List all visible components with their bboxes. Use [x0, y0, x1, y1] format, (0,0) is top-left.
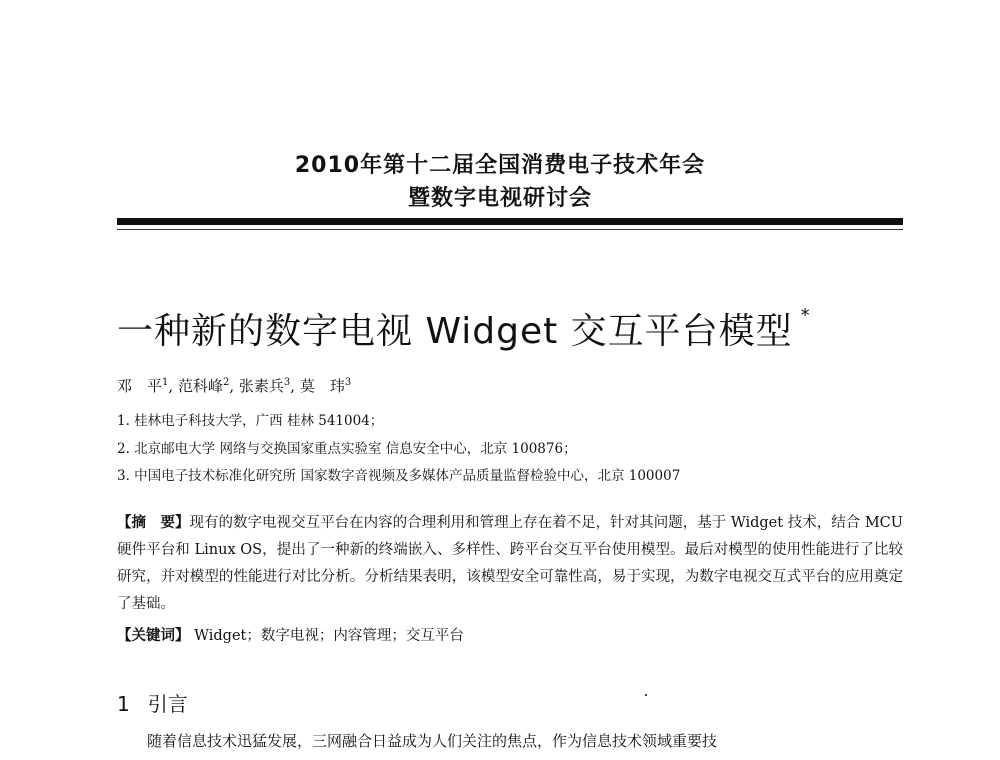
conference-title-line2: 暨数字电视研讨会 — [407, 186, 592, 211]
conference-title-line1: 2010年第十二届全国消费电子技术年会 — [294, 153, 706, 178]
abstract-text: 现有的数字电视交互平台在内容的合理利用和管理上存在着不足，针对其问题，基于 Widget 技术，结合 MCU 硬件平台和 Linux OS，提出了一种新的终端嵌入、多样性、跨平台交互平台使用模型。最后对模型的使用性能进行了比较研究，并对模型的性能进行对比分析。分析结果表明，该模型安全可靠性高，易于实现，为数字电视交互式平台的应用奠定了基础。 — [117, 515, 903, 612]
paper-title — [117, 303, 811, 354]
paper-title-text: 一种新的数字电视 Widget 交互平台模型 — [117, 311, 793, 352]
author-name: 张素兵 — [238, 377, 284, 395]
keywords — [117, 624, 464, 645]
affiliation-2: 2. 北京邮电大学 网络与交换国家重点实验室 信息安全中心，北京 100876； — [117, 441, 577, 457]
author-affiliation-mark: 3 — [344, 377, 352, 388]
author-name: 范科峰 — [177, 377, 223, 395]
affiliation-3: 3. 中国电子技术标准化研究所 国家数字音视频及多媒体产品质量监督检验中心，北京 100007 — [117, 468, 681, 484]
scan-speck — [645, 694, 647, 696]
author-affiliation-mark: 1 — [162, 377, 169, 388]
author-affiliation-mark: 3 — [283, 377, 291, 388]
title-footnote-mark: * — [800, 305, 811, 326]
section-heading — [117, 688, 188, 717]
keywords-text: Widget；数字电视；内容管理；交互平台 — [194, 628, 464, 644]
section-number: 1 — [117, 692, 130, 716]
header-rule-thick — [117, 218, 903, 225]
abstract-label: 【摘 要】 — [117, 514, 190, 531]
abstract — [117, 509, 903, 618]
affiliation-1: 1. 桂林电子科技大学，广西 桂林 541004； — [117, 413, 384, 429]
section-title: 引言 — [147, 692, 188, 716]
author-affiliation-mark: 2 — [222, 377, 230, 388]
author-name: 邓 平 — [117, 377, 163, 395]
author-name: 莫 玮 — [299, 377, 345, 395]
keywords-label: 【关键词】 — [117, 627, 190, 644]
author-list: 邓 平$^1$, 范科峰$^2$, 张素兵$^3$, 莫 玮$^3$ — [117, 377, 352, 395]
header-rule-thin — [117, 229, 903, 230]
body-paragraph-line: 随着信息技术迅猛发展，三网融合日益成为人们关注的焦点，作为信息技术领域重要技 — [147, 732, 718, 750]
